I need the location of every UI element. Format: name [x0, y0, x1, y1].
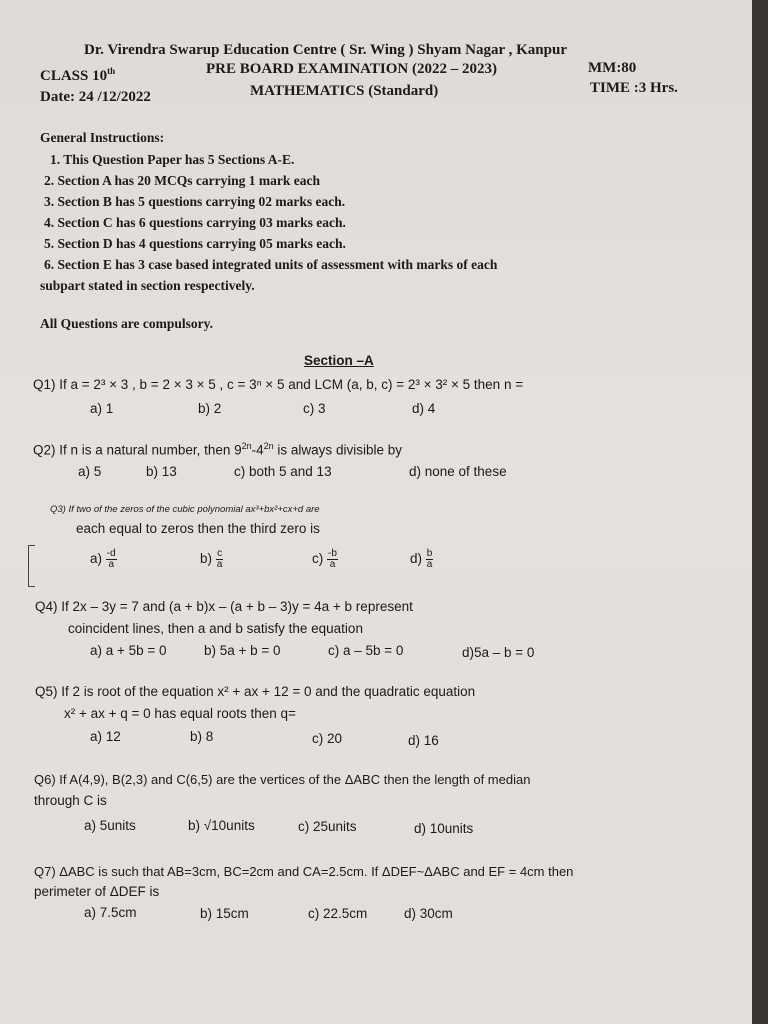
instruction-item: 6. Section E has 3 case based integrated units of assessment with marks of each — [44, 257, 498, 272]
school-name: Dr. Virendra Swarup Education Centre ( Sr. Wing ) Shyam Nagar , Kanpur — [84, 42, 567, 58]
q3-c-fraction — [327, 549, 338, 570]
question-5-text-2: x² + ax + q = 0 has equal roots then q= — [64, 706, 296, 721]
instruction-item-cont: subpart stated in section respectively. — [40, 278, 255, 293]
instruction-item: 4. Section C has 6 questions carrying 03 marks each. — [44, 215, 346, 230]
q3-d-den: a — [426, 559, 433, 570]
question-1-text: Q1) If a = 2³ × 3 , b = 2 × 3 × 5 , c = 3ⁿ × 5 and LCM (a, b, c) = 2³ × 3² × 5 then n = — [33, 377, 524, 392]
q1-option-d: d) 4 — [412, 401, 436, 416]
question-2-text — [33, 441, 402, 458]
q2-option-d: d) none of these — [409, 464, 507, 479]
q4-option-b: b) 5a + b = 0 — [204, 643, 281, 658]
q3-b-label: b) — [200, 551, 213, 567]
q3-a-fraction — [106, 549, 117, 570]
question-7-text-1: Q7) ΔABC is such that AB=3cm, BC=2cm and CA=2.5cm. If ΔDEF~ΔABC and EF = 4cm then — [34, 864, 574, 879]
instructions-heading: General Instructions: — [40, 130, 165, 145]
q6-option-a: a) 5units — [84, 818, 136, 833]
q3-option-d — [410, 549, 433, 570]
question-6-text-1: Q6) If A(4,9), B(2,3) and C(6,5) are the vertices of the ΔABC then the length of median — [34, 772, 531, 787]
question-4-text-1: Q4) If 2x – 3y = 7 and (a + b)x – (a + b – 3)y = 4a + b represent — [35, 599, 413, 614]
q7-option-b: b) 15cm — [200, 906, 249, 921]
max-marks: MM:80 — [588, 60, 637, 76]
q2-text-mid: -4 — [251, 442, 264, 458]
q3-d-fraction — [426, 549, 434, 570]
section-title: Section –A — [304, 353, 374, 368]
exam-date: Date: 24 /12/2022 — [40, 89, 151, 105]
q6-option-c: c) 25units — [298, 819, 357, 834]
question-6-text-2: through C is — [34, 793, 107, 808]
question-7-text-2: perimeter of ΔDEF is — [34, 884, 160, 899]
q3-a-label: a) — [90, 551, 103, 567]
q2-sup1: 2n — [241, 441, 252, 451]
q2-option-c: c) both 5 and 13 — [234, 464, 332, 479]
q3-d-label: d) — [410, 551, 423, 567]
instruction-item: 5. Section D has 4 questions carrying 05 marks each. — [44, 236, 346, 251]
question-4-text-2: coincident lines, then a and b satisfy the equation — [68, 621, 363, 636]
q3-option-a — [90, 549, 117, 570]
class-text: CLASS 10 — [40, 68, 108, 84]
q3-d-num: b — [426, 548, 433, 559]
q3-b-num: c — [217, 548, 223, 559]
q3-a-num: -d — [106, 548, 116, 559]
class-label — [40, 66, 115, 85]
q3-c-num: -b — [328, 548, 337, 559]
q6-option-b: b) √10units — [188, 818, 255, 833]
instruction-item: 3. Section B has 5 questions carrying 02 marks each. — [44, 194, 346, 209]
q3-b-den: a — [216, 559, 223, 570]
q5-option-c: c) 20 — [312, 731, 343, 746]
q4-option-c: c) a – 5b = 0 — [328, 643, 404, 658]
q2-text-pre: Q2) If n is a natural number, then 9 — [33, 442, 242, 458]
q7-option-a: a) 7.5cm — [84, 905, 137, 920]
q1-option-b: b) 2 — [198, 401, 222, 416]
margin-bracket — [28, 545, 35, 587]
instruction-item: 1. This Question Paper has 5 Sections A-E. — [50, 152, 295, 167]
q4-option-d: d)5a – b = 0 — [462, 645, 535, 660]
q7-option-c: c) 22.5cm — [308, 906, 368, 921]
q2-sup2: 2n — [263, 441, 274, 451]
q3-c-label: c) — [312, 551, 324, 567]
q2-option-a: a) 5 — [78, 464, 102, 479]
q3-option-b — [200, 549, 223, 570]
q4-option-a: a) a + 5b = 0 — [90, 643, 167, 658]
q3-option-c — [312, 549, 338, 570]
question-3-text-1: Q3) If two of the zeros of the cubic polynomial ax³+bx²+cx+d are — [50, 504, 320, 515]
q1-option-a: a) 1 — [90, 401, 114, 416]
q3-b-fraction — [216, 549, 224, 570]
q6-option-d: d) 10units — [414, 821, 474, 836]
exam-time: TIME :3 Hrs. — [590, 80, 678, 96]
q5-option-d: d) 16 — [408, 733, 439, 748]
compulsory-note: All Questions are compulsory. — [40, 316, 214, 331]
q5-option-b: b) 8 — [190, 729, 214, 744]
q3-a-den: a — [108, 559, 115, 570]
subject-title: MATHEMATICS (Standard) — [250, 83, 439, 99]
question-5-text-1: Q5) If 2 is root of the equation x² + ax + 12 = 0 and the quadratic equation — [35, 684, 476, 699]
question-3-text-2: each equal to zeros then the third zero is — [76, 521, 320, 536]
class-sup: th — [107, 66, 116, 76]
instruction-item: 2. Section A has 20 MCQs carrying 1 mark each — [44, 173, 320, 188]
q2-option-b: b) 13 — [146, 464, 177, 479]
q1-option-c: c) 3 — [303, 401, 326, 416]
q7-option-d: d) 30cm — [404, 906, 453, 921]
q3-c-den: a — [329, 559, 336, 570]
q5-option-a: a) 12 — [90, 729, 121, 744]
exam-title: PRE BOARD EXAMINATION (2022 – 2023) — [206, 61, 497, 77]
q2-text-post: is always divisible by — [273, 442, 402, 458]
